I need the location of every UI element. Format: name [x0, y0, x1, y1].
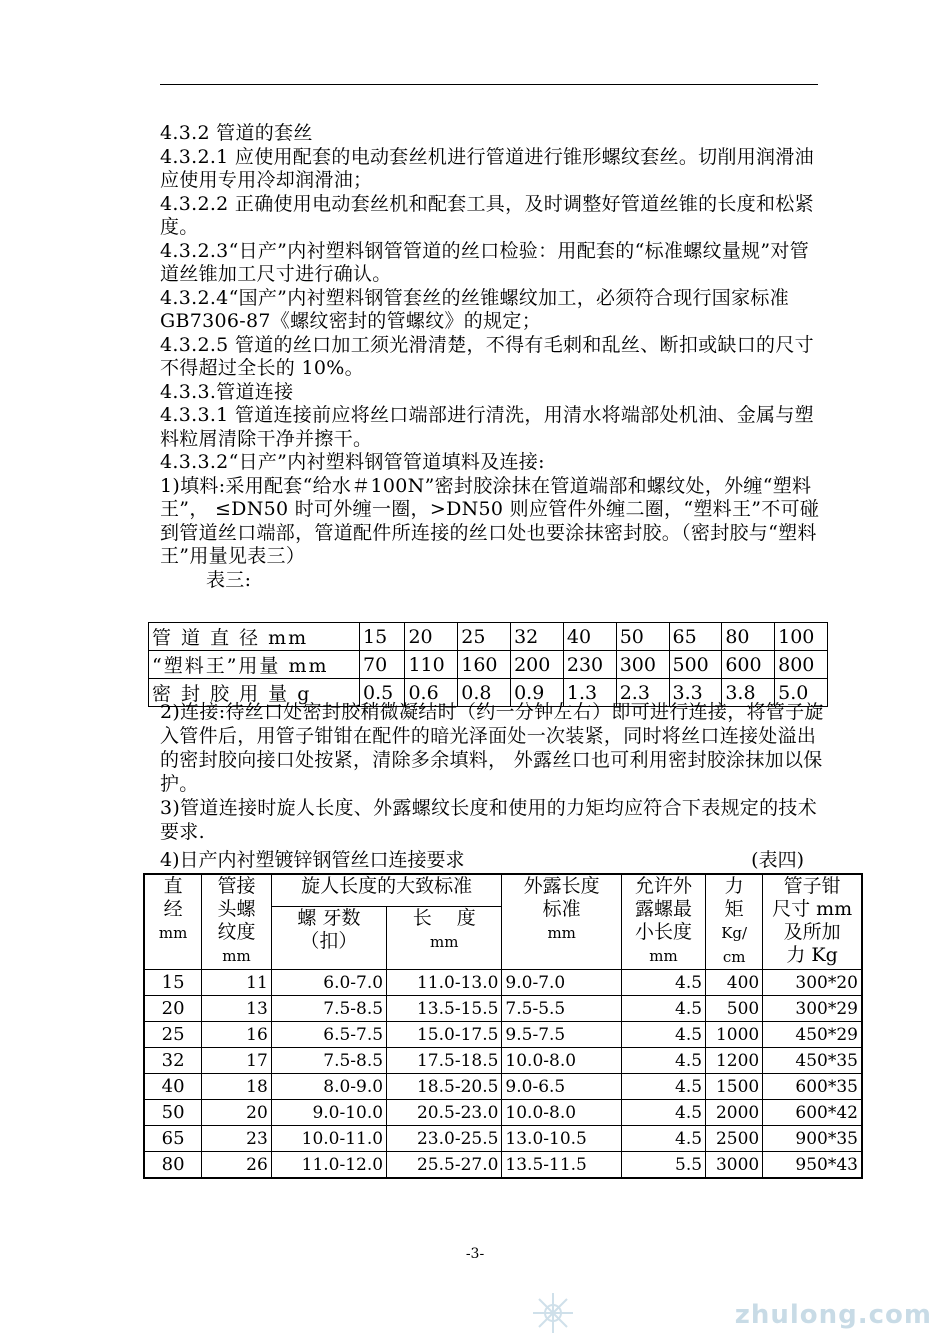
table4-cell: 16 — [202, 1022, 272, 1048]
table4-cell: 50 — [144, 1100, 202, 1126]
table3-row — [149, 623, 828, 651]
table4-row — [144, 996, 862, 1022]
table3-cell: 70 — [360, 651, 405, 679]
table4-tag: (表四) — [751, 849, 804, 871]
table4-cell: 9.0-10.0 — [271, 1100, 386, 1126]
header-line: 及所加 — [783, 921, 841, 943]
table3-cell: 500 — [669, 651, 722, 679]
table3-caption: 表三: — [206, 568, 252, 591]
table4-row — [144, 1152, 862, 1179]
table4-cell: 20.5-23.0 — [387, 1100, 502, 1126]
table4-cell: 450*29 — [763, 1022, 862, 1048]
table4-cell: 3000 — [706, 1152, 763, 1179]
table3-cell: 200 — [511, 651, 564, 679]
table4-cell: 500 — [706, 996, 763, 1022]
table4-cell: 2000 — [706, 1100, 763, 1126]
paragraph: 4.3.2.4“国产”内衬塑料钢管套丝的丝锥螺纹加工，必须符合现行国家标准 GB7306-87《螺纹密封的管螺纹》的规定； — [160, 286, 790, 332]
table4-cell: 10.0-8.0 — [502, 1100, 621, 1126]
header-line: mm — [430, 932, 459, 951]
watermark-logo-icon — [530, 1290, 576, 1336]
table4-cell: 4.5 — [621, 996, 705, 1022]
header-line: 管子钳 — [783, 875, 841, 897]
header-line: 管接 — [217, 875, 256, 897]
header-line: 矩 — [724, 898, 744, 920]
table4-row — [144, 1048, 862, 1074]
paragraph: 4.3.2.2 正确使用电动套丝机和配套工具，及时调整好管道丝锥的长度和松紧度。 — [160, 192, 814, 238]
table4-cell: 80 — [144, 1152, 202, 1179]
table4-cell: 5.5 — [621, 1152, 705, 1179]
page-number: -3- — [465, 1246, 485, 1262]
header-line: 长 度 — [412, 906, 476, 929]
table4-row — [144, 970, 862, 996]
table3 — [148, 622, 828, 707]
header-line: 螺 牙数 — [297, 906, 361, 929]
table4-cell: 300*20 — [763, 970, 862, 996]
table4-cell: 23.0-25.5 — [387, 1126, 502, 1152]
table4-cell: 300*29 — [763, 996, 862, 1022]
table4-cell: 11.0-13.0 — [387, 970, 502, 996]
table4-cell: 9.0-7.0 — [502, 970, 621, 996]
header-line: Kg/ — [721, 924, 748, 942]
header-line: mm — [222, 947, 251, 965]
table4-cell: 11.0-12.0 — [271, 1152, 386, 1179]
header-line: mm — [649, 947, 678, 965]
table4-cell: 20 — [202, 1100, 272, 1126]
table3-cell: 230 — [563, 651, 616, 679]
table3-cell: 50 — [616, 623, 669, 651]
table3-cell: 600 — [722, 651, 775, 679]
table4-cell: 10.0-11.0 — [271, 1126, 386, 1152]
table3-cell: 65 — [669, 623, 722, 651]
table4-cell: 13.5-15.5 — [387, 996, 502, 1022]
table4-cell: 18.5-20.5 — [387, 1074, 502, 1100]
table3-cell: 160 — [458, 651, 511, 679]
table3-cell: 3.8 — [722, 679, 775, 707]
heading-4-3-3: 4.3.3.管道连接 — [160, 380, 294, 403]
table4-cell: 1500 — [706, 1074, 763, 1100]
table4-cell: 4.5 — [621, 1074, 705, 1100]
table4-cell: 15.0-17.5 — [387, 1022, 502, 1048]
table4-cell: 25 — [144, 1022, 202, 1048]
table3-cell: 300 — [616, 651, 669, 679]
heading-4-3-2: 4.3.2 管道的套丝 — [160, 122, 313, 144]
header-line: 经 — [163, 898, 183, 920]
header-line: 尺寸 mm — [772, 898, 853, 920]
table4-cell: 40 — [144, 1074, 202, 1100]
table3-cell: 0.8 — [458, 679, 511, 707]
table4-cell: 25.5-27.0 — [387, 1152, 502, 1179]
table4-cell: 6.5-7.5 — [271, 1022, 386, 1048]
paragraph: 2)连接:待丝口处密封胶稍微凝结时（约一分钟左右）即可进行连接，将管子旋入管件后，用管子钳钳在配件的暗光泽面处一次装紧，同时将丝口连接处溢出的密封胶向接口处按紧，清除多余填料， 外露丝口也可利用密封胶涂抹加以保护。 — [160, 701, 824, 795]
table4-cell: 1000 — [706, 1022, 763, 1048]
header-line: 直 — [163, 875, 183, 897]
paragraph: 4.3.2.3“日产”内衬塑料钢管管道的丝口检验：用配套的“标准螺纹量规”对管道丝锥加工尺寸进行确认。 — [160, 239, 810, 285]
header-line: mm — [547, 924, 576, 942]
paragraph: 3)管道连接时旋人长度、外露螺纹长度和使用的力矩均应符合下表规定的技术要求. — [160, 797, 818, 843]
table3-cell: 20 — [405, 623, 458, 651]
header-length — [387, 906, 502, 969]
header-line: 纹度 — [217, 921, 256, 943]
paragraph: 4.3.2.5 管道的丝口加工须光滑清楚，不得有毛刺和乱丝、断扣或缺口的尺寸不得超过全长的 10%。 — [160, 333, 814, 379]
table4-row — [144, 1074, 862, 1100]
table3-cell: 3.3 — [669, 679, 722, 707]
table4-cell: 7.5-8.5 — [271, 996, 386, 1022]
table4-cell: 4.5 — [621, 1100, 705, 1126]
header-thread — [202, 874, 272, 970]
table4-cell: 9.0-6.5 — [502, 1074, 621, 1100]
table3-cell: 25 — [458, 623, 511, 651]
table4-cell: 20 — [144, 996, 202, 1022]
table4-cell: 15 — [144, 970, 202, 996]
header-exposed — [502, 874, 621, 970]
table4-cell: 17.5-18.5 — [387, 1048, 502, 1074]
table3-cell: 40 — [563, 623, 616, 651]
table3-cell: 5.0 — [775, 679, 828, 707]
body-text — [160, 122, 828, 592]
table4-cell: 950*43 — [763, 1152, 862, 1179]
header-wrench — [763, 874, 862, 970]
table4-cell: 18 — [202, 1074, 272, 1100]
table3-cell: 2.3 — [616, 679, 669, 707]
header-line: 头螺 — [217, 898, 256, 920]
header-line: 外露长度 — [523, 875, 600, 897]
table4-cell: 600*42 — [763, 1100, 862, 1126]
table4-cell: 65 — [144, 1126, 202, 1152]
table4-caption-line — [160, 848, 810, 872]
header-rule — [160, 84, 818, 85]
header-screw-in: 旋人长度的大致标准 — [271, 874, 502, 906]
table4-cell: 4.5 — [621, 1048, 705, 1074]
header-diameter — [144, 874, 202, 970]
table4-cell: 1200 — [706, 1048, 763, 1074]
header-line: （扣） — [300, 929, 358, 952]
table4-row — [144, 1022, 862, 1048]
table4-cell: 13 — [202, 996, 272, 1022]
table3-cell: 0.6 — [405, 679, 458, 707]
header-line: cm — [722, 948, 746, 966]
table3-cell: 800 — [775, 651, 828, 679]
table3-cell: 1.3 — [563, 679, 616, 707]
table3-cell: 100 — [775, 623, 828, 651]
table4-cell: 600*35 — [763, 1074, 862, 1100]
header-line: 力 Kg — [786, 944, 838, 966]
watermark: zhulong.com — [734, 1300, 932, 1330]
table4-cell: 4.5 — [621, 1126, 705, 1152]
header-line: 允许外 — [634, 875, 692, 897]
table3-cell: 32 — [511, 623, 564, 651]
header-line: mm — [158, 924, 188, 942]
table4-row — [144, 1126, 862, 1152]
table4-cell: 4.5 — [621, 970, 705, 996]
table4-cell: 9.5-7.5 — [502, 1022, 621, 1048]
table3-cell: 15 — [360, 623, 405, 651]
table4-cell: 11 — [202, 970, 272, 996]
header-line: 小长度 — [634, 921, 692, 943]
table4-cell: 13.5-11.5 — [502, 1152, 621, 1179]
table4-cell: 32 — [144, 1048, 202, 1074]
table3-row-label: 密 封 胶 用 量 g — [149, 679, 360, 707]
table3-cell: 80 — [722, 623, 775, 651]
paragraph: 4.3.2.1 应使用配套的电动套丝机进行管道进行锥形螺纹套丝。切削用润滑油应使用专用冷却润滑油； — [160, 145, 814, 191]
table4-cell: 2500 — [706, 1126, 763, 1152]
table4-cell: 10.0-8.0 — [502, 1048, 621, 1074]
table4-cell: 900*35 — [763, 1126, 862, 1152]
header-torque — [706, 874, 763, 970]
table4-cell: 400 — [706, 970, 763, 996]
connection-text — [160, 700, 828, 844]
table3-row-label: 管 道 直 径 mm — [149, 623, 360, 651]
header-line: 露螺最 — [634, 898, 692, 920]
table3-cell: 0.5 — [360, 679, 405, 707]
table3-cell: 110 — [405, 651, 458, 679]
table4 — [143, 873, 863, 1179]
table3-row — [149, 651, 828, 679]
table4-cell: 7.5-5.5 — [502, 996, 621, 1022]
table4-cell: 23 — [202, 1126, 272, 1152]
header-min-exposed — [621, 874, 705, 970]
table4-cell: 450*35 — [763, 1048, 862, 1074]
table4-caption: 4)日产内衬塑镀锌钢管丝口连接要求 — [160, 849, 465, 871]
table4-cell: 4.5 — [621, 1022, 705, 1048]
paragraph: 4.3.3.1 管道连接前应将丝口端部进行清洗，用清水将端部处机油、金属与塑料粒屑清除干净并擦干。 — [160, 404, 814, 450]
paragraph: 4.3.3.2“日产”内衬塑料钢管管道填料及连接: — [160, 451, 545, 473]
table4-row — [144, 1100, 862, 1126]
table4-cell: 17 — [202, 1048, 272, 1074]
table3-row-label: “塑料王”用量 mm — [149, 651, 360, 679]
table4-cell: 26 — [202, 1152, 272, 1179]
header-line: 标准 — [542, 898, 581, 920]
table4-cell: 7.5-8.5 — [271, 1048, 386, 1074]
header-teeth — [271, 906, 386, 969]
table4-cell: 8.0-9.0 — [271, 1074, 386, 1100]
header-line: 力 — [724, 875, 744, 897]
table3-cell: 0.9 — [511, 679, 564, 707]
paragraph: 1)填料:采用配套“给水＃100N”密封胶涂抹在管道端部和螺纹处，外缠“塑料王”， ≤DN50 时可外缠一圈，>DN50 则应管件外缠二圈，“塑料王”不可碰到管道丝口端部，管道配件所连接的丝口处也要涂抹密封胶。（密封胶与“塑料王”用量见表三） — [160, 474, 820, 567]
table4-cell: 6.0-7.0 — [271, 970, 386, 996]
table4-cell: 13.0-10.5 — [502, 1126, 621, 1152]
